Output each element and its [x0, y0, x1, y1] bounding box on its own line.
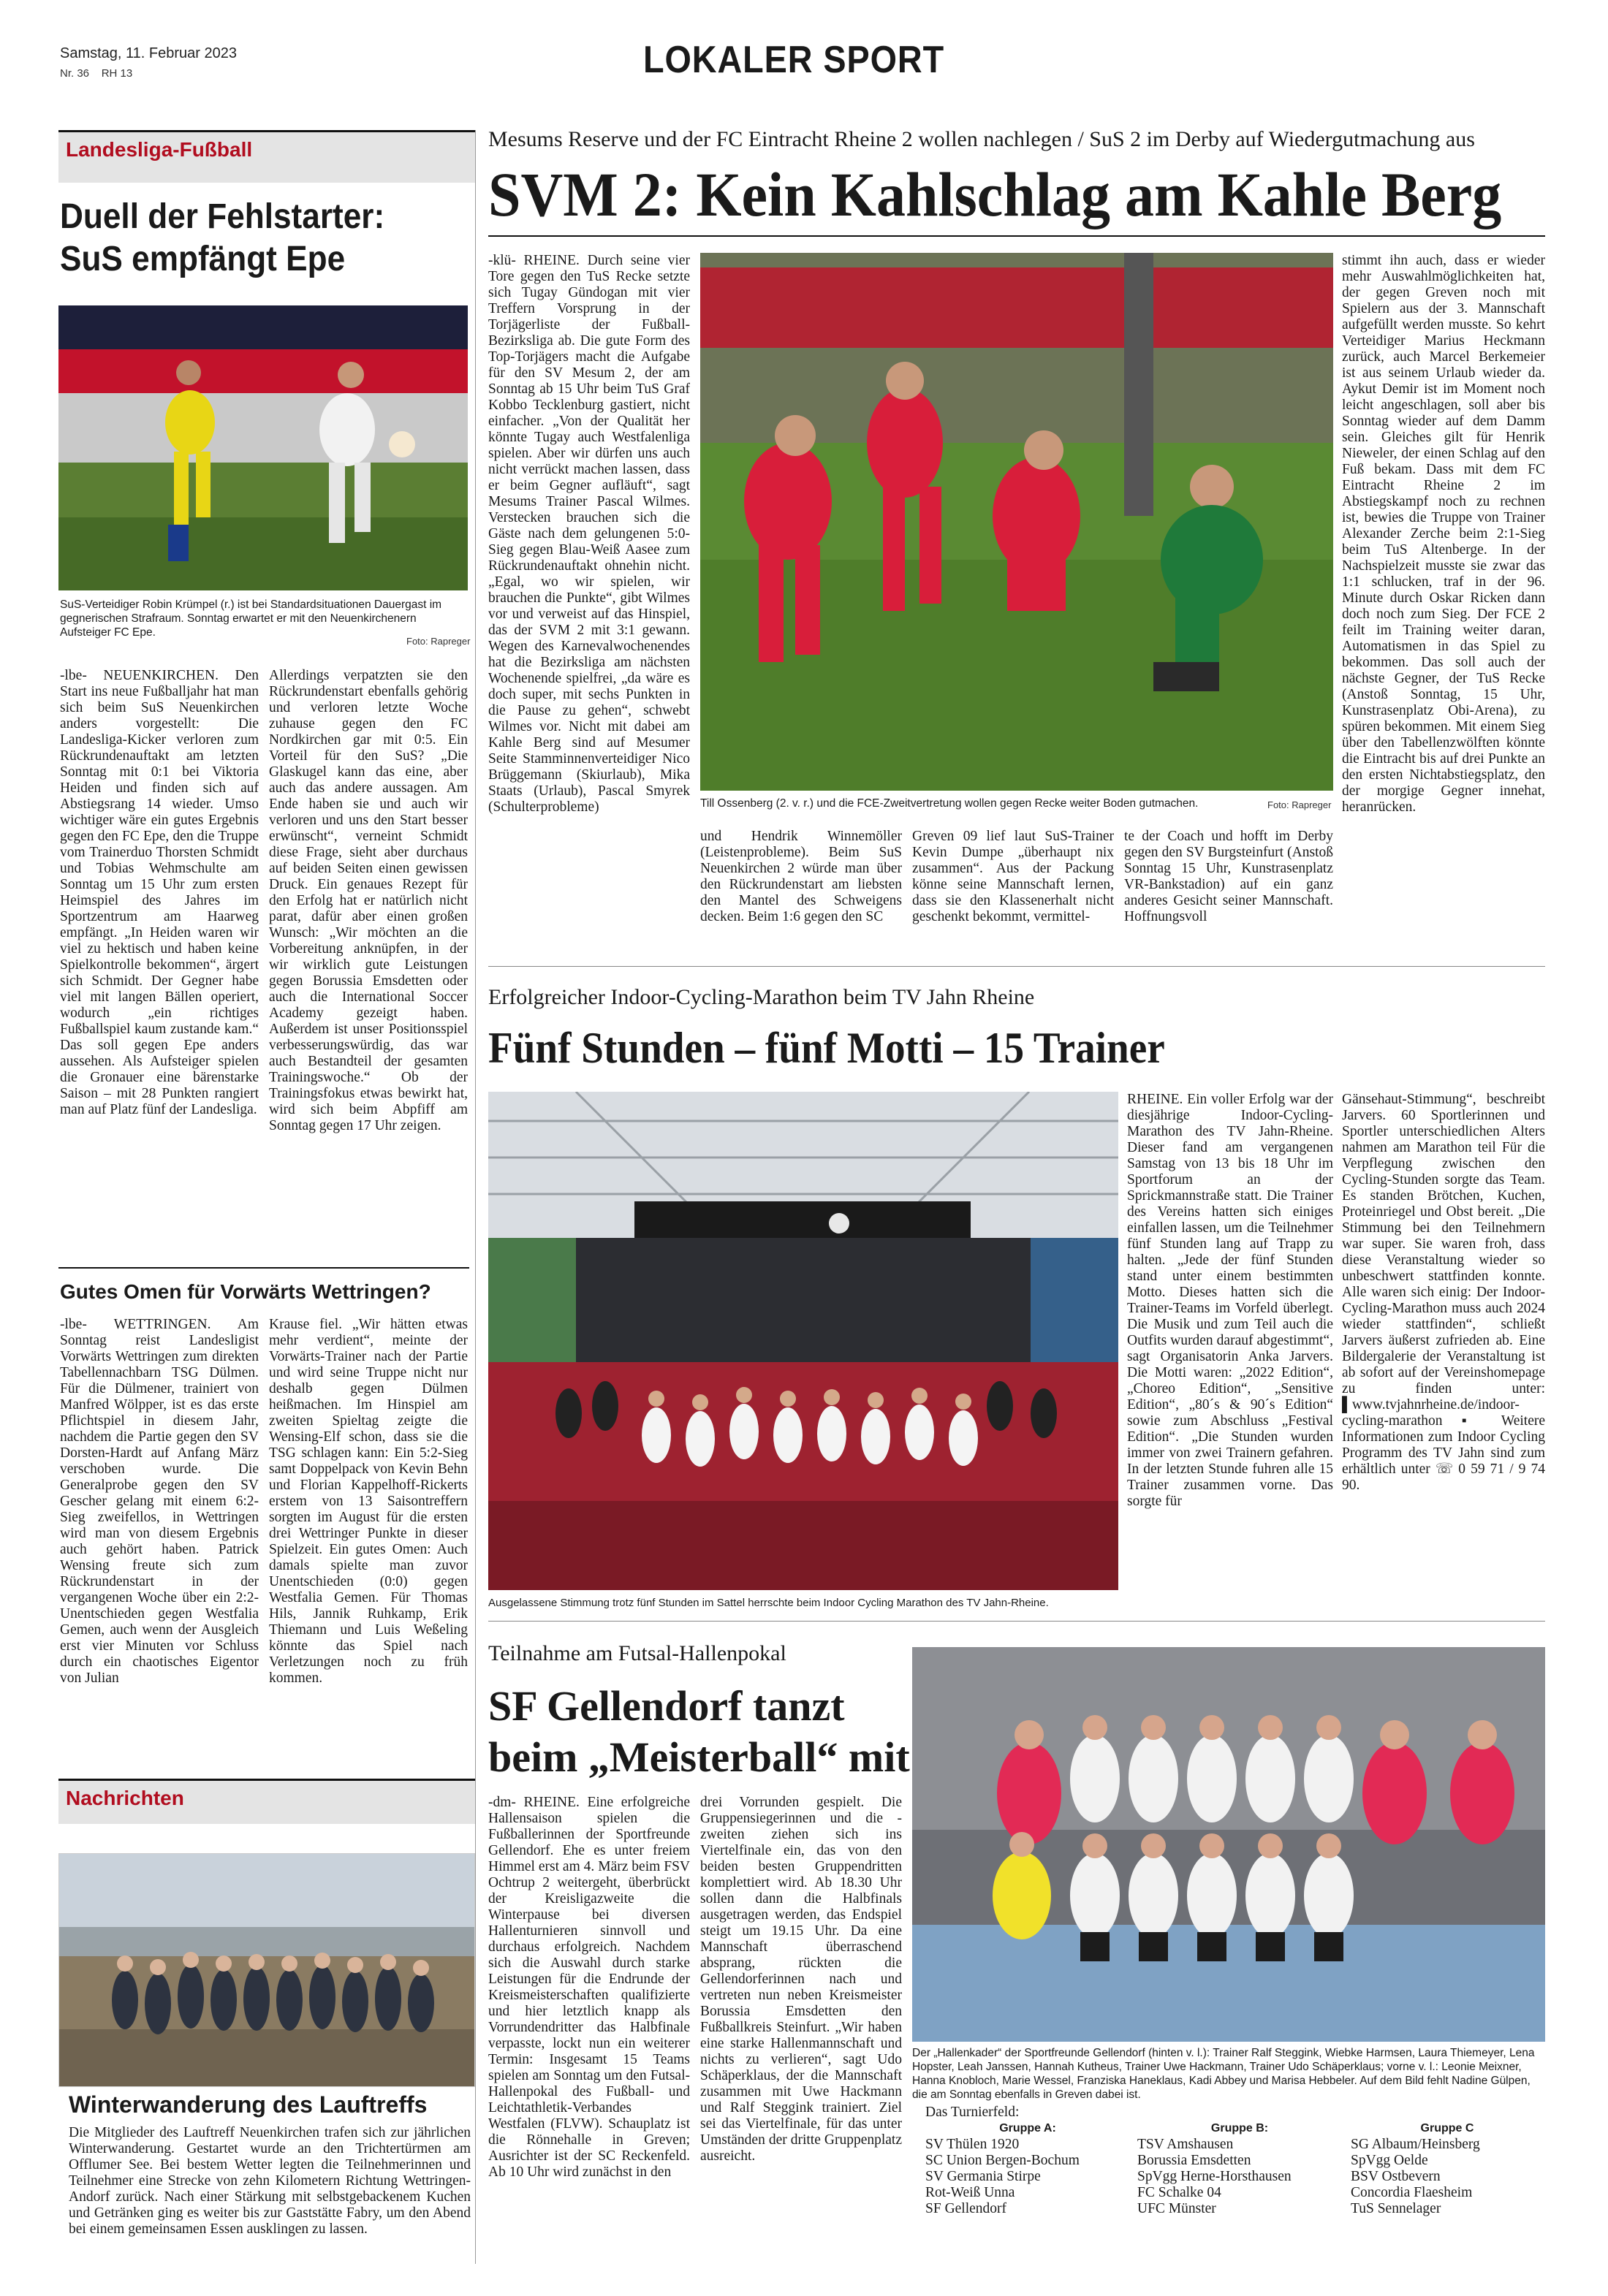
- photo-caption-duel: SuS-Verteidiger Robin Krümpel (r.) ist bei Standardsituationen Dauergast im gegnerischen Strafraum. Sonntag erwartet er mit den Neuenkirchenern Aufsteiger FC Epe.: [60, 598, 442, 639]
- divider-main-bottom: [488, 966, 1545, 967]
- group-c-team: SpVgg Oelde: [1351, 2153, 1428, 2168]
- divider-vertical-left: [475, 130, 476, 2264]
- photo-celebration: [700, 253, 1333, 791]
- photo-caption-celebration: Till Ossenberg (2. v. r.) und die FCE-Zweitvertretung wollen gegen Recke weiter Boden gutmachen.: [700, 797, 1199, 810]
- headline-sus-epe: Duell der Fehlstarter: SuS empfängt Epe: [60, 197, 385, 278]
- group-b-team: SpVgg Herne-Horsthausen: [1137, 2169, 1292, 2184]
- futsal-headline: SF Gellendorf tanzt beim „Meisterball“ mit: [488, 1682, 910, 1781]
- divider-left-1: [58, 1267, 469, 1269]
- divider-main-headline: [488, 235, 1545, 237]
- tournament-group-a: [925, 2121, 1130, 2217]
- group-a-heading: Gruppe A:: [999, 2122, 1056, 2135]
- group-b-heading: Gruppe B:: [1210, 2122, 1269, 2135]
- main-article-bottom-col2: Greven 09 lief laut SuS-Trainer Kevin Dumpe „überhaupt nix zusammen“. Aus der Packung könne seine Mannschaft lernen, dass sie den Klassenerhalt nicht geschenkt bekommt, vermittel-: [912, 829, 1114, 924]
- header-date: Samstag, 11. Februar 2023: [60, 45, 237, 61]
- main-article-bottom-col1: und Hendrik Winnemöller (Leistenprobleme). Beim SuS Neuenkirchen 2 würde man über den Rückrundenstart am liebsten den Mantel des Schweigens decken. Beim 1:6 gegen den SC: [700, 829, 902, 924]
- group-a-team: SV Thülen 1920: [925, 2137, 1020, 2152]
- article-winterwanderung: Die Mitglieder des Lauftreff Neuenkirchen trafen sich zur jährlichen Winterwanderung. Gestartet wurde an den Trichtertürmen am Offlumer See. Bei bestem Wetter legten die Teilnehmerinnen und Teilnehmer eine Strecke von zehn Kilometern Richtung Wettringen-Andorf zurück. Nach einer Stärkung mit selbstgebackenem Kuchen und Getränken ging es weiter bis zur Gaststätte Fabry, um den Abend bei einem gemeinsamen Essen ausklingen zu lassen.: [69, 2125, 471, 2237]
- article-wettringen-col1: -lbe- WETTRINGEN. Am Sonntag reist Landesligist Vorwärts Wettringen zum direkten Tabellennachbarn TSG Dülmen. Für die Dülmener, trainiert von Manfred Wölpper, ist es das erste Pflichtspiel in diesem Jahr, nachdem die Partie gegen den SV Dorsten-Hardt auf Anfang März verschoben wurde. Die Generalprobe gegen den SV Gescher gelang mit einem 6:2-Sieg zweifellos, in Wettringen wird man von diesem Ergebnis auch gehört haben. Patrick Wensing freute sich zum Rückrundenstart in der vergangenen Woche über ein 2:2-Unentschieden gegen Westfalia Gemen, auch wenn der Ausgleich erst vier Minuten vor Schluss durch ein chaotisches Eigentor von Julian: [60, 1317, 259, 1686]
- section-label-nachrichten: Nachrichten: [58, 1779, 475, 1824]
- main-kicker: Mesums Reserve und der FC Eintracht Rheine 2 wollen nachlegen / SuS 2 im Derby auf Wiedergutmachung aus: [488, 127, 1475, 151]
- group-b-team: TSV Amshausen: [1137, 2137, 1234, 2152]
- photo-caption-futsal: Der „Hallenkader“ der Sportfreunde Gellendorf (hinten v. l.): Trainer Ralf Steggink, Wiebke Harmsen, Laura Thiemeyer, Lena Hopster, Leah Janssen, Hannah Kutheus, Trainer Uwe Hackmann, Trainer Udo Schäperklaus; vorne v. l.: Leonie Meixner, Hanna Knobloch, Marie Wessel, Franziska Haneklaus, Kadi Abbey und Marisa Hebbeler. Auf dem Bild fehlt Nadine Gülpen, die am Sonntag ebenfalls in Greven dabei ist.: [912, 2047, 1535, 2101]
- photo-futsal-team: [912, 1647, 1545, 2042]
- header-issue: Nr. 36 RH 13: [60, 67, 133, 80]
- group-b-team: Borussia Emsdetten: [1137, 2153, 1251, 2168]
- photo-winter-hike-group: [58, 1853, 475, 2087]
- group-c-team: TuS Sennelager: [1351, 2201, 1441, 2216]
- group-c-team: Concordia Flaesheim: [1351, 2185, 1473, 2200]
- tournament-group-b: [1137, 2121, 1342, 2217]
- futsal-article-col1: -dm- RHEINE. Eine erfolgreiche Hallensaison spielen die Fußballerinnen der Sportfreunde Gellendorf. Ehe es unter freiem Himmel erst am 4. März beim FSV Ochtrup 2 weitergeht, überbrückt der Kreisligazweite die Winterpause bei diversen Hallenturnieren sinnvoll und durchaus erfolgreich. Nachdem sich die Auswahl durch starke Leistungen für die Endrunde der Kreismeisterschaften qualifizierte und hier letztlich knapp als Vorrundendritter das Halbfinale verpasste, lockt nun ein weiterer Termin: Insgesamt 15 Teams spielen am Sonntag um den Futsal-Hallenpokal des Fußball- und Leichtathletik-Verbandes Westfalen (FLVW). Schauplatz ist die Rönnehalle in Greven; Ausrichter ist der SC Reckenfeld. Ab 10 Uhr wird zunächst in den: [488, 1795, 690, 2180]
- tournament-group-c: [1351, 2121, 1544, 2217]
- group-a-team: SF Gellendorf: [925, 2201, 1007, 2216]
- futsal-article-col2: drei Vorrunden gespielt. Die Gruppensiegerinnen und die -zweiten ziehen sich ins Viertelfinale ein, das von den beiden besten Gruppendritten komplettiert wird. Ab 18.30 Uhr sollen dann die Halbfinals ausgetragen werden, das Endspiel steigt um 19.15 Uhr. Da eine Mannschaft überraschend absprang, rückten die Gellendorferinnen nach und vertreten nun neben Kreismeister Borussia Emsdetten den Fußballkreis Steinfurt. „Wir haben eine starke Hallenmannschaft und nichts zu verlieren“, sagt Udo Schäperklaus, der die Mannschaft zusammen mit Uwe Hackmann und Ralf Steggink trainiert. Ziel sei das Viertelfinale, für das unter Umständen der dritte Gruppenplatz ausreicht.: [700, 1795, 902, 2164]
- main-headline: SVM 2: Kein Kahlschlag am Kahle Berg: [488, 159, 1502, 229]
- section-label-landesliga: Landesliga-Fußball: [58, 130, 475, 183]
- cycling-headline: Fünf Stunden – fünf Motti – 15 Trainer: [488, 1024, 1165, 1072]
- cycling-kicker: Erfolgreicher Indoor-Cycling-Marathon beim TV Jahn Rheine: [488, 985, 1035, 1009]
- futsal-kicker: Teilnahme am Futsal-Hallenpokal: [488, 1641, 786, 1665]
- group-c-team: SG Albaum/Heinsberg: [1351, 2137, 1480, 2152]
- article-sus-epe-col2: Allerdings verpatzten sie den Rückrundenstart ebenfalls gehörig und verloren letzte Woche zuhause gegen den FC Nordkirchen gar mit 0:5. Ein Vorteil für den SuS? „Die Glaskugel kann das eine, aber auch das andere aussagen. Am Ende haben sie und auch wir verloren und uns den Start besser erwünscht“, verneint Schmidt diese Frage, sieht aber durchaus auf beiden Seiten einen gewissen Druck. Ein genaues Rezept für den Erfolg hat er natürlich nicht parat, dafür aber einen großen Wunsch: „Wir möchten an die Vorbereitung anknüpfen, in der wir wirklich gute Leistungen gegen Borussia Emsdetten oder auch die International Soccer Academy gezeigt haben. Außerdem ist unser Positionsspiel verbesserungswürdig, das war auch Bestandteil der gesamten Trainingswoche.“ Ob der Trainingsfokus etwas bewirkt hat, wird sich beim Abpfiff am Sonntag gegen 17 Uhr zeigen.: [269, 668, 468, 1133]
- photo-indoor-cycling: [488, 1092, 1118, 1590]
- headline-winterwanderung: Winterwanderung des Lauftreffs: [69, 2091, 428, 2118]
- page-title: LOKALER SPORT: [643, 39, 945, 81]
- cycling-article-col1: RHEINE. Ein voller Erfolg war der diesjährige Indoor-Cycling-Marathon des TV Jahn-Rheine. Dieser fand am vergangenen Samstag von 13 bis 18 Uhr im Sportforum an der Sprickmannstraße statt. Die Trainer des Vereins hatten sich einiges einfallen lassen, um die Teilnehmer fünf Stunden lang auf Trapp zu halten. „Jede der fünf Stunden stand unter einem bestimmten Motto. Dieses hatten sich die Trainer-Teams im Vorfeld überlegt. Die Musik und zum Teil auch die Outfits wurden darauf abgestimmt“, sagt Organisatorin Anka Jarvers. Die Motti waren: „2022 Edition“, „Choreo Edition“, „Sensitive Edition“, „80´s & 90´s Edition“ sowie zum Abschluss „Festival Edition“. „Die Stunden wurden immer von zwei Trainern gefahren. In der letzten Stunde fuhren alle 15 Trainer zusammen vorne. Das sorgte für: [1127, 1092, 1333, 1509]
- main-article-col1: -klü- RHEINE. Durch seine vier Tore gegen den TuS Recke setzte sich Tugay Gündogan mit vier Treffern Vorsprung in der Torjägerliste der Fußball-Bezirksliga ab. Die gute Form des Top-Torjägers macht die Aufgabe für den SV Mesum 2, der am Sonntag ab 15 Uhr beim TuS Graf Kobbo Tecklenburg gastiert, nicht einfacher. „Von der Qualität her könnte Tugay auch Westfalenliga spielen. Aber wir dürfen uns auch nicht verrückt machen lassen, dass er beim Gegner aufläuft“, sagt Mesums Trainer Pascal Wilmes. Verstecken brauchen sich die Gäste nach dem gelungenen 5:0-Sieg gegen Blau-Weiß Aasee zum Rückrundenauftakt ohnehin nicht. „Egal, wo wir spielen, wir brauchen die Punkte“, gibt Wilmes vor und verweist auf das Hinspiel, das der SVM 2 mit 3:1 gewann. Wegen des Karnevalwochenendes hat die Bezirksliga am nächsten Wochenende spielfrei, „da wäre es doch super, mit sechs Punkten in die Pause zu gehen“, schwebt Wilmes vor. Nicht mit dabei am Kahle Berg sind auf Mesumer Seite Stamminnenverteidiger Nico Brüggemann (Skiurlaub), Mika Staats (Urlaub), Pascal Smyrek (Schulterprobleme): [488, 253, 690, 815]
- headline-wettringen: Gutes Omen für Vorwärts Wettringen?: [60, 1280, 431, 1303]
- group-a-team: Rot-Weiß Unna: [925, 2185, 1015, 2200]
- photo-caption-cycling: Ausgelassene Stimmung trotz fünf Stunden im Sattel herrschte beim Indoor Cycling Marathon des TV Jahn-Rheine.: [488, 1597, 1049, 1609]
- group-a-team: SV Germania Stirpe: [925, 2169, 1041, 2184]
- photo-credit-celebration: Foto: Rapreger: [1267, 799, 1332, 810]
- tournament-title: Das Turnierfeld:: [925, 2105, 1020, 2120]
- group-b-team: UFC Münster: [1137, 2201, 1216, 2216]
- photo-credit-duel: Foto: Rapreger: [406, 636, 471, 647]
- group-b-team: FC Schalke 04: [1137, 2185, 1221, 2200]
- photo-football-duel: [58, 305, 468, 590]
- article-wettringen-col2: Krause fiel. „Wir hätten etwas mehr verdient“, meinte der Vorwärts-Trainer nach der Partie und wird seine Truppe nicht nur deshalb gegen Dülmen heißmachen. Im Hinspiel am zweiten Spieltag zeigte die Wensing-Elf schon, dass sie die TSG schlagen kann: Ein 5:2-Sieg samt Doppelpack von Kevin Behn und Florian Kappelhoff-Rickerts erstem von 13 Saisontreffern sorgten im August für die ersten drei Wettringer Punkte in dieser Spielzeit. Ein gutes Omen: Auch damals spielte man zuvor Unentschieden (0:0) gegen Westfalia Gemen. Für Thomas Hils, Jannik Ruhkamp, Erik Thiemann und Luis Weßeling könnte das Spiel nach Verletzungen noch zu früh kommen.: [269, 1317, 468, 1686]
- group-a-team: SC Union Bergen-Bochum: [925, 2153, 1080, 2168]
- group-c-team: BSV Ostbevern: [1351, 2169, 1441, 2184]
- main-article-right-col: stimmt ihn auch, dass er wieder mehr Auswahlmöglichkeiten hat, der gegen Greven noch mit Spielern aus der 3. Mannschaft aufgefüllt werden musste. So kehrt Verteidiger Marius Heckmann zurück, auch Marcel Berkemeier ist aus seinem Urlaub wieder da. Aykut Demir ist im Moment noch leicht angeschlagen, soll aber bis Sonntag wieder auf dem Damm sein. Gleiches gilt für Henrik Nieweler, der einen Schlag auf den Fuß bekam. Dass mit dem FC Eintracht Rheine 2 im Abstiegskampf noch zu rechnen ist, bewies die Truppe von Trainer Alexander Zerche beim 2:1-Sieg beim TuS Altenberge. In der Nachspielzeit musste sie zwar das 1:1 schlucken, traf in der 96. Minute durch Oskar Ricken dann doch noch zum Sieg. Der FCE 2 feilt im Training weiter daran, Automatismen in das Spiel zu bekommen. Das soll auch der nächste Gegner, der TuS Recke (Anstoß Sonntag, 15 Uhr, Kunstrasenplatz Obi-Arena), zu spüren bekommen. Mit einem Sieg über den Tabellenzwölften könnte die Eintracht bis auf drei Punkte an den ersten Nichtabstiegsplatz, den der morgige Gegner innehat, heranrücken.: [1342, 253, 1545, 815]
- cycling-article-col2: Gänsehaut-Stimmung“, beschreibt Jarvers. 60 Sportlerinnen und Sportler unterschiedlichen Alters nahmen am Marathon teil Für die Verpflegung zwischen den Cycling-Stunden sorgte das Team. Es standen Brötchen, Kuchen, Proteinriegel und Obst bereit. „Die Stimmung bei den Teilnehmern war super. Sie waren froh, dass diese Veranstaltung wieder so unbeschwert stattfinden konnte. Alle waren sich einig: Der Indoor-Cycling-Marathon muss auch 2024 wieder stattfinden“, schließt Jarvers äußerst zufrieden ab. Eine Bildergalerie der Veranstaltung ist ab sofort auf der Vereinshomepage zu finden unter: ▌www.tvjahnrheine.de/indoor-cycling-marathon ▪ Weitere Informationen zum Indoor Cycling Programm des TV Jahn sind zum erhältlich unter ☏ 0 59 71 / 9 74 90.: [1342, 1092, 1545, 1493]
- group-c-heading: Gruppe C: [1420, 2122, 1474, 2135]
- divider-cycling-bottom: [488, 1621, 1545, 1622]
- main-article-bottom-col3: te der Coach und hofft im Derby gegen den SV Burgsteinfurt (Anstoß Sonntag 15 Uhr, Kunstrasenplatz VR-Bankstadion) auf ein ganz anderes Gesicht seiner Mannschaft. Hoffnungsvoll: [1124, 829, 1333, 924]
- article-sus-epe-col1: -lbe- NEUENKIRCHEN. Den Start ins neue Fußballjahr hat man sich beim SuS Neuenkirchen anders vorgestellt: Die Landesliga-Kicker verloren zum Rückrundenauftakt am letzten Sonntag mit 0:1 bei Viktoria Heiden und finden sich auf Abstiegsrang 14 wieder. Umso wichtiger wäre ein gutes Ergebnis gegen den FC Epe, den die Truppe vom Trainerduo Thorsten Schmidt und Tobias Wehmschulte am Sonntag um 15 Uhr zum ersten Heimspiel des Jahres im Sportzentrum am Haarweg empfängt. „In Heiden waren wir viel zu hektisch und haben keine Spielkontrolle bekommen“, ärgert sich Schmidt. Der Gegner habe viel mit langen Bällen operiert, wodurch „ein richtiges Fußballspiel kaum zustande kam.“ Das soll gegen Epe anders aussehen. Als Aufsteiger spielen die Gronauer eine bärenstarke Saison – mit 28 Punkten rangiert man auf Platz fünf der Landesliga.: [60, 668, 259, 1117]
